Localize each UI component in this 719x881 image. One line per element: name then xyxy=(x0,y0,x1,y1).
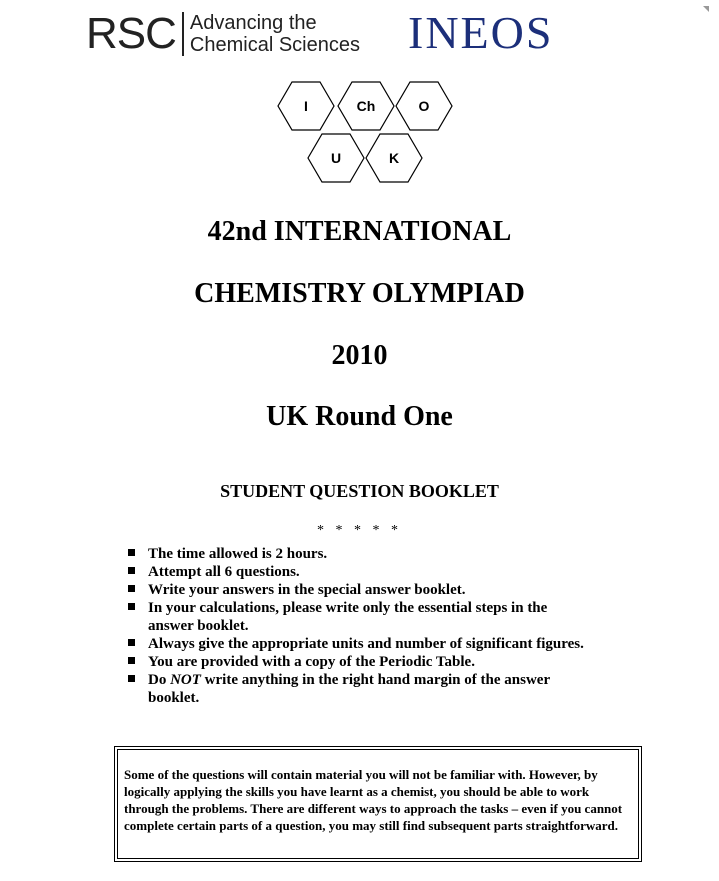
hexagon-label: I xyxy=(304,98,308,114)
instruction-item: Write your answers in the special answer booklet. xyxy=(126,581,596,599)
hexagon-label: K xyxy=(388,150,400,166)
notice-box: Some of the questions will contain material you will not be familiar with. However, by logically applying the skills you have learnt as a chemist, you should be able to work through the problems. There are different ways to approach the tasks – even if you cannot complete certain parts of a question, you may still find subsequent parts straightforward. xyxy=(114,746,642,862)
hexagon-label: U xyxy=(330,150,342,166)
instruction-item xyxy=(126,671,596,707)
instruction-item: Always give the appropriate units and number of significant figures. xyxy=(126,635,596,653)
title-year: 2010 xyxy=(331,340,388,371)
instruction-item: You are provided with a copy of the Periodic Table. xyxy=(126,653,596,671)
booklet-subtitle: STUDENT QUESTION BOOKLET xyxy=(220,481,499,501)
instruction-item: The time allowed is 2 hours. xyxy=(126,545,596,563)
hexagon-label: Ch xyxy=(356,98,376,114)
rsc-tagline xyxy=(190,12,360,56)
rsc-logo-divider xyxy=(182,12,184,56)
title-line-1: 42nd INTERNATIONAL xyxy=(207,216,512,247)
rsc-tagline-line-2: Chemical Sciences xyxy=(189,34,360,56)
instruction-item: In your calculations, please write only the essential steps in the answer booklet. xyxy=(126,599,596,635)
instructions-list xyxy=(126,545,596,707)
rsc-logo xyxy=(86,9,360,58)
instruction-text: write anything in the right hand margin of the answer booklet. xyxy=(148,672,550,706)
star-separator: * * * * * xyxy=(317,523,402,538)
icho-hexagon-logo xyxy=(276,80,460,192)
title-line-2: CHEMISTRY OLYMPIAD xyxy=(194,278,525,309)
rsc-mark: RSC xyxy=(86,9,176,58)
instruction-item: Attempt all 6 questions. xyxy=(126,563,596,581)
instruction-text: Do xyxy=(148,672,171,688)
ineos-logo: INEOS xyxy=(408,7,554,58)
hexagon-label: O xyxy=(418,98,430,114)
instruction-emphasis: NOT xyxy=(170,672,201,688)
page-corner-mark xyxy=(703,6,709,12)
title-round: UK Round One xyxy=(266,401,453,432)
rsc-tagline-line-1: Advancing the xyxy=(189,12,317,34)
